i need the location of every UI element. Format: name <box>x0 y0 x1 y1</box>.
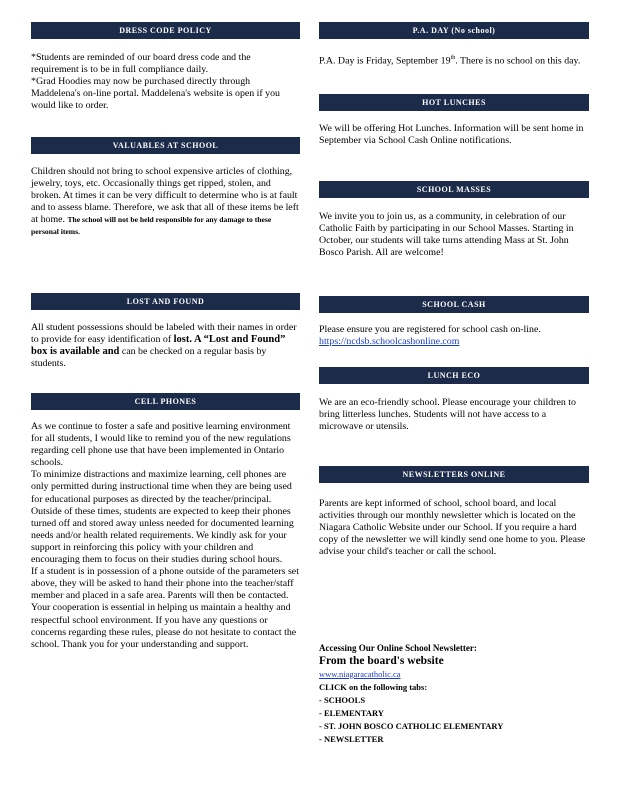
nav-item-school-name: - ST. JOHN BOSCO CATHOLIC ELEMENTARY <box>319 721 504 731</box>
cell-phones-para-1: As we continue to foster a safe and positive learning environment for all students, I would like to remind you of the new regulations regarding cell phone use that have been implemented in Ontario schools. <box>31 421 291 469</box>
valuables-body <box>31 166 300 239</box>
lost-found-bold: lost. A “Lost and Found” box is available and <box>31 334 286 358</box>
pa-day-body <box>319 52 589 67</box>
dress-code-body <box>31 52 300 112</box>
nav-item-elementary: - ELEMENTARY <box>319 708 384 718</box>
school-cash-link[interactable]: https://ncdsb.schoolcashonline.com <box>319 336 460 348</box>
cell-phones-section <box>31 393 300 651</box>
cell-phones-header: CELL PHONES <box>31 393 300 410</box>
online-access-box <box>319 641 589 746</box>
school-cash-header: SCHOOL CASH <box>319 296 589 313</box>
pa-day-text-b: . There is no school on this day. <box>455 55 581 67</box>
school-cash-body <box>319 324 589 348</box>
hot-lunches-section <box>319 94 589 147</box>
valuables-para-2: The school will not be held responsible for any damage to these personal items. <box>31 215 272 237</box>
hot-lunches-header: HOT LUNCHES <box>319 94 589 111</box>
newsletters-header: NEWSLETTERS ONLINE <box>319 466 589 483</box>
cell-phones-para-4: If a student is in possession of a phone outside of the parameters set above, they will be asked to hand their phone into the teacher/staff member and placed in a safe area. Parents will then be contacted. <box>31 566 299 602</box>
lost-found-para-1: All student possessions should be labeled with their names in order to provide for easy identification of <box>31 322 297 346</box>
click-instructions: CLICK on the following tabs: <box>319 682 428 692</box>
cell-phones-body <box>31 421 300 651</box>
school-masses-section <box>319 181 589 259</box>
nav-item-schools: - SCHOOLS <box>319 695 366 705</box>
dress-code-section <box>31 22 300 112</box>
lost-found-section <box>31 293 300 370</box>
pa-day-header: P.A. DAY (No school) <box>319 22 589 39</box>
pa-day-sup: th <box>450 55 456 61</box>
lunch-eco-section <box>319 367 589 433</box>
online-access-subtitle: From the board's website <box>319 655 444 667</box>
pa-day-section <box>319 22 589 67</box>
school-cash-section <box>319 296 589 348</box>
lunch-eco-header: LUNCH ECO <box>319 367 589 384</box>
dress-code-para-2: *Grad Hoodies may now be purchased directly through Maddelena's on-line portal. Maddelena's website is open if you would like to order. <box>31 76 280 112</box>
newsletters-body: Parents are kept informed of school, school board, and local activities through our monthly newsletter which is located on the Niagara Catholic Website under our School. If you require a hard copy of the newsletter we will kindly send one home to you. Please advise your child's teacher or call the school. <box>319 498 586 558</box>
dress-code-para-1: *Students are reminded of our board dress code and the requirement is to be in full compliance daily. <box>31 52 251 76</box>
school-masses-body: We invite you to join us, as a community, in celebration of our Catholic Faith by participating in our School Masses. Starting in October, our students will take turns attending Mass at St. John Bosco Parish. All are welcome! <box>319 211 574 259</box>
cell-phones-para-2: To minimize distractions and maximize learning, cell phones are only permitted during instructional time when they are being used for educational purposes as directed by the teacher/principal. <box>31 469 292 505</box>
school-cash-text: Please ensure you are registered for school cash on-line. <box>319 324 541 335</box>
nav-item-newsletter: - NEWSLETTER <box>319 734 384 744</box>
lunch-eco-body: We are an eco-friendly school. Please encourage your children to bring litterless lunches. Students will not have access to a microwave or utensils. <box>319 397 576 433</box>
lost-found-body <box>31 322 300 370</box>
newsletters-section <box>319 466 589 558</box>
cell-phones-para-3: Outside of these times, students are expected to keep their phones turned off and stored away unless needed for documented learning needs and/or health related requirements. We kindly ask for your support in reinforcing this policy with your children and encouraging them to focus on their studies during school hours. <box>31 505 294 566</box>
online-access-title: Accessing Our Online School Newsletter: <box>319 643 477 653</box>
cell-phones-para-5: Your cooperation is essential in helping us maintain a healthy and respectful school environment. If you have any questions or concerns regarding these rules, please do not hesitate to contact the school. Thank you for your understanding and support. <box>31 602 297 650</box>
board-website-link[interactable]: www.niagaracatholic.ca <box>319 669 401 679</box>
school-masses-header: SCHOOL MASSES <box>319 181 589 198</box>
valuables-header: VALUABLES AT SCHOOL <box>31 137 300 154</box>
valuables-section <box>31 137 300 239</box>
hot-lunches-body: We will be offering Hot Lunches. Information will be sent home in September via School Cash Online notifications. <box>319 123 584 147</box>
pa-day-text-a: P.A. Day is Friday, September 19 <box>319 55 451 67</box>
lost-found-tail: can be checked on a regular basis by students. <box>31 346 267 370</box>
dress-code-header: DRESS CODE POLICY <box>31 22 300 39</box>
valuables-para-1: Children should not bring to school expensive articles of clothing, jewelry, toys, etc. Occasionally things get ripped, stolen, and broken. At times it can be very difficult to determine who is at fault and to assess blame. Therefore, we ask that all of these items be left at home. <box>31 166 299 226</box>
lost-found-header: LOST AND FOUND <box>31 293 300 310</box>
